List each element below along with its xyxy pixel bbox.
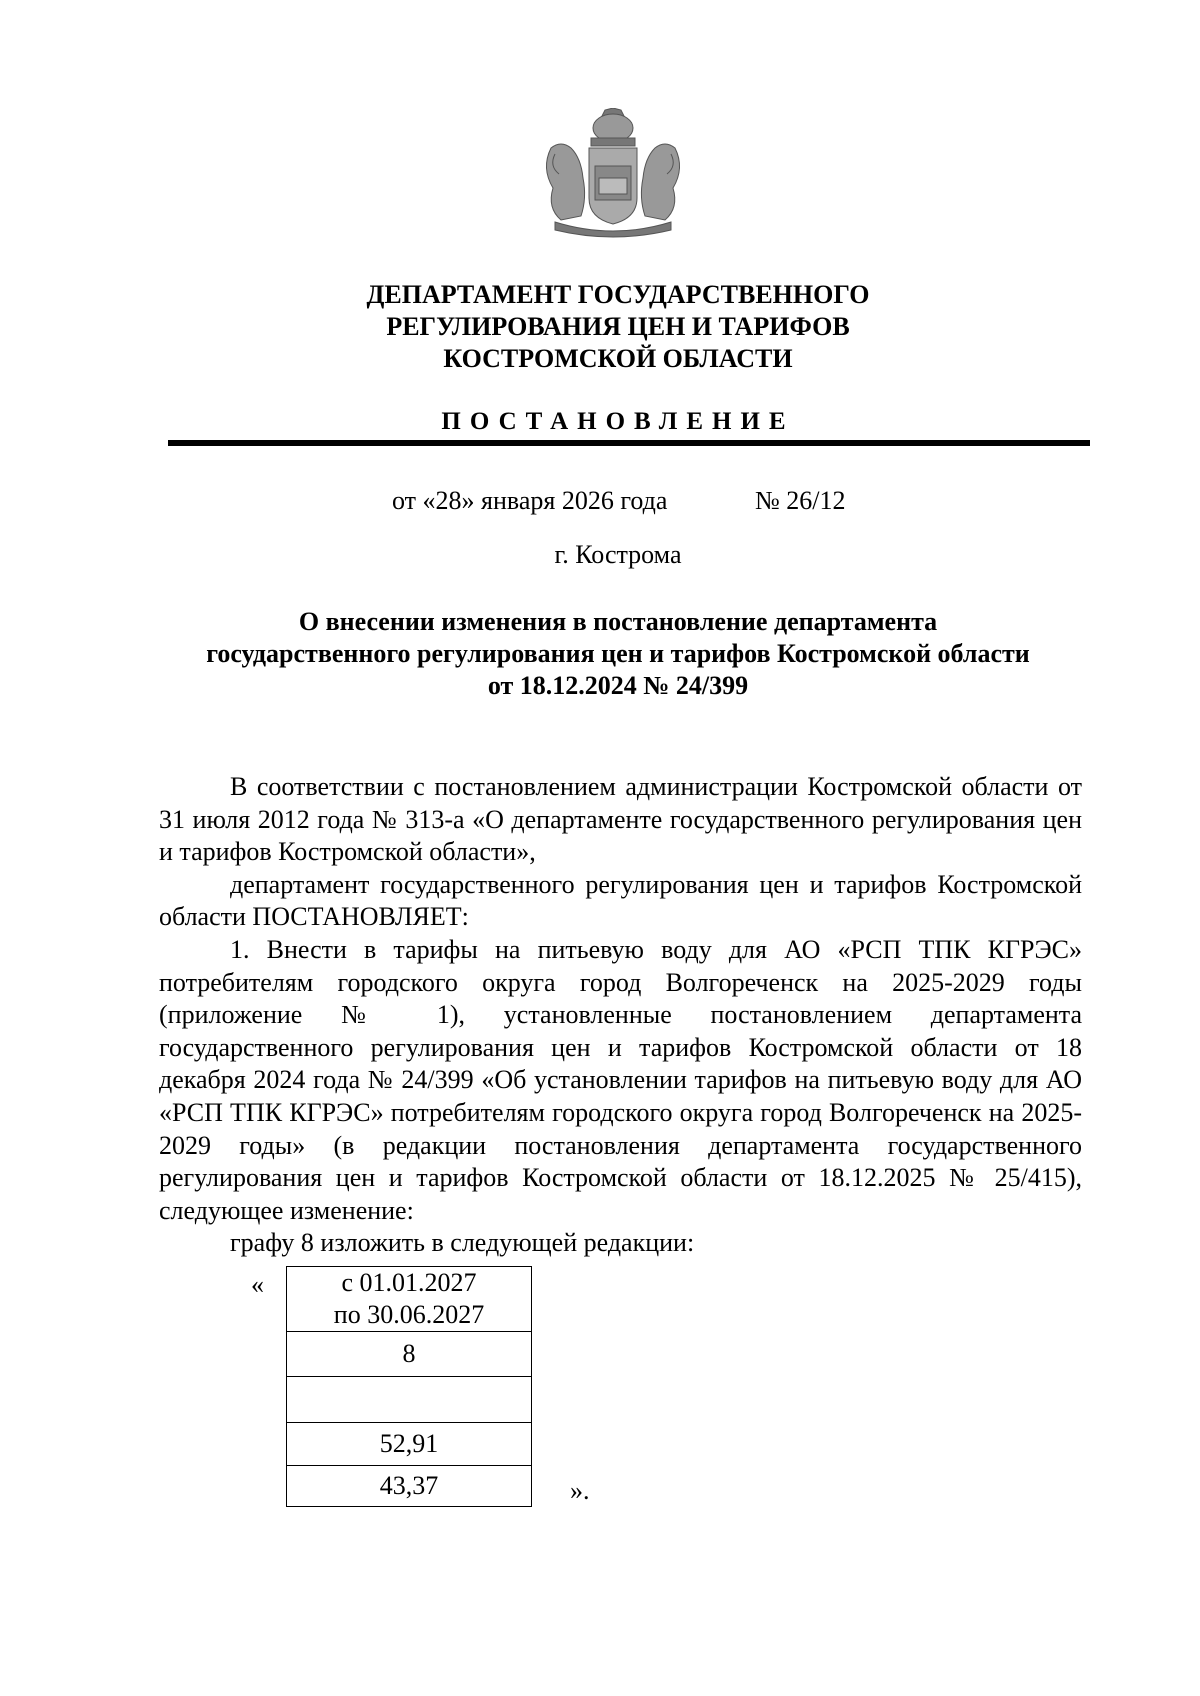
body-paragraph-3: 1. Внести в тарифы на питьевую воду для АО «РСП ТПК КГРЭС» потребителям городского округа город Волгореченск на 2025-2029 годы (приложение № 1), установленные постановлением департамента государственного регулирования цен и тарифов Костромской области от 18 декабря 2024 года № 24/399 «Об установлении тарифов на питьевую воду для АО «РСП ТПК КГРЭС» потребителям городского округа город Волгореченск на 2025-2029 годы» (в редакции постановления департамента государственного регулирования цен и тарифов Костромской области от 18.12.2025 № 25/415), следующее изменение: <box>159 934 1082 1225</box>
department-name <box>0 279 1200 375</box>
department-line-3: КОСТРОМСКОЙ ОБЛАСТИ <box>443 344 793 373</box>
table-row <box>287 1423 532 1466</box>
document-subject <box>150 606 1086 702</box>
tariff-column-table <box>286 1266 532 1507</box>
department-line-2: РЕГУЛИРОВАНИЯ ЦЕН И ТАРИФОВ <box>386 312 850 341</box>
subject-line-1: О внесении изменения в постановление департамента <box>298 607 938 636</box>
table-row <box>287 1377 532 1423</box>
period-header-cell <box>287 1267 532 1332</box>
subject-line-2: государственного регулирования цен и тарифов Костромской области <box>206 639 1030 668</box>
table-row <box>287 1332 532 1377</box>
coat-of-arms-emblem <box>537 108 689 240</box>
document-body <box>159 771 1082 1260</box>
table-close-quote: ». <box>570 1476 590 1505</box>
period-to: по 30.06.2027 <box>333 1300 485 1329</box>
table-open-quote: « <box>251 1270 264 1299</box>
column-number-cell: 8 <box>287 1332 532 1377</box>
table-row <box>287 1267 532 1332</box>
department-line-1: ДЕПАРТАМЕНТ ГОСУДАРСТВЕННОГО <box>366 280 870 309</box>
tariff-value-2: 43,37 <box>287 1466 532 1507</box>
document-type-title: ПОСТАНОВЛЕНИЕ <box>441 408 795 435</box>
period-from: с 01.01.2027 <box>341 1268 477 1297</box>
body-paragraph-1: В соответствии с постановлением администрации Костромской области от 31 июля 2012 года № 313-а «О департаменте государственного регулирования цен и тарифов Костромской области», <box>159 772 1082 867</box>
empty-cell <box>287 1377 532 1423</box>
body-paragraph-2: департамент государственного регулирования цен и тарифов Костромской области ПОСТАНОВЛЯЕТ: <box>159 869 1082 932</box>
document-city: г. Кострома <box>554 540 682 569</box>
header-divider <box>168 440 1090 446</box>
subject-line-3: от 18.12.2024 № 24/399 <box>487 671 749 700</box>
tariff-value-1: 52,91 <box>287 1423 532 1466</box>
table-row <box>287 1466 532 1507</box>
body-paragraph-4: графу 8 изложить в следующей редакции: <box>230 1228 695 1258</box>
document-number: № 26/12 <box>755 486 846 515</box>
document-date: от «28» января 2026 года <box>392 486 668 515</box>
